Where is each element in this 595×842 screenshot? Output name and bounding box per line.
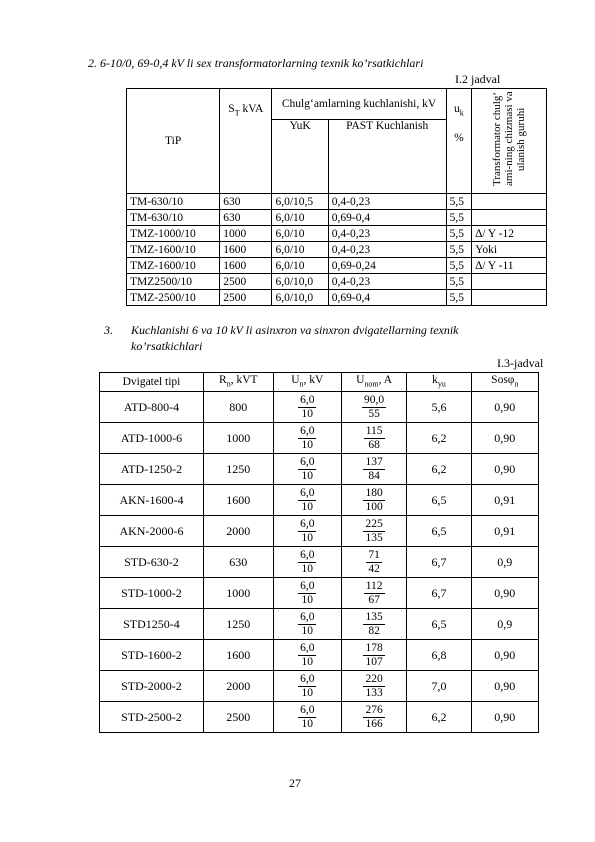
fraction-numerator: 6,0 (300, 610, 315, 623)
table-1-label: I.2 jadval (455, 72, 501, 86)
fraction-numerator: 90,0 (364, 393, 385, 406)
rated-voltage-cell (273, 454, 341, 485)
fraction-numerator: 71 (368, 548, 380, 561)
fraction (298, 487, 316, 514)
fraction-denominator: 100 (365, 500, 383, 513)
table-row (100, 671, 539, 702)
col-header-rated-current: $U_{nom}$, A (341, 373, 406, 392)
table-cell: TM-630/10 (127, 210, 220, 226)
power-factor-cell: 0,90 (471, 702, 538, 733)
fraction-numerator: 6,0 (300, 393, 315, 406)
table-cell: 0,4-0,23 (328, 226, 446, 242)
fraction (362, 394, 386, 421)
rated-current-cell (341, 547, 406, 578)
rated-current-cell (341, 609, 406, 640)
rated-power-cell: 2500 (203, 702, 273, 733)
fraction-denominator: 10 (301, 624, 314, 637)
table-cell: 0,69-0,24 (328, 258, 446, 274)
col-header-rated-voltage: $U_n$, kV (273, 373, 341, 392)
motor-type-cell: ATD-1250-2 (100, 454, 204, 485)
power-factor-cell: 0,91 (471, 516, 538, 547)
fraction-denominator: 10 (301, 717, 314, 730)
table-row (100, 392, 539, 423)
rated-current-cell (341, 578, 406, 609)
table-cell: ∆/ Y -11 (472, 258, 547, 274)
col-header-power-factor: Sosφ$_n$ (471, 373, 538, 392)
motor-table (99, 372, 539, 733)
k-factor-cell: 6,5 (407, 516, 471, 547)
k-factor-cell: 5,6 (407, 392, 471, 423)
table-cell: TMZ-2500/10 (127, 290, 220, 306)
col-header-power: $S_T$ kVA (220, 89, 272, 194)
fraction (363, 456, 384, 483)
col-header-lv: PAST Kuchlanish (328, 120, 446, 194)
rated-power-cell: 1600 (203, 485, 273, 516)
motor-type-cell: ATD-800-4 (100, 392, 204, 423)
motor-type-cell: STD-1600-2 (100, 640, 204, 671)
rated-power-cell: 1250 (203, 454, 273, 485)
table-row (127, 290, 547, 306)
fraction (363, 642, 384, 669)
table-cell: 5,5 (446, 226, 472, 242)
table-cell: 1600 (220, 242, 272, 258)
table-cell: 630 (220, 210, 272, 226)
rated-current-cell (341, 423, 406, 454)
fraction (298, 704, 316, 731)
col-header-hv: YuK (272, 120, 328, 194)
table-cell: 2500 (220, 290, 272, 306)
fraction-numerator: 6,0 (300, 517, 315, 530)
rated-current-cell (341, 485, 406, 516)
table-row (127, 226, 547, 242)
col-header-motor-type: Dvigatel tipi (100, 373, 204, 392)
rated-current-cell (341, 640, 406, 671)
table-cell: 1600 (220, 258, 272, 274)
rated-power-cell: 2000 (203, 516, 273, 547)
table-cell (472, 210, 547, 226)
table-cell: 5,5 (446, 242, 472, 258)
rated-voltage-cell (273, 423, 341, 454)
table-row (100, 547, 539, 578)
motor-type-cell: ATD-1000-6 (100, 423, 204, 454)
power-factor-cell: 0,90 (471, 671, 538, 702)
rated-current-cell (341, 671, 406, 702)
col-header-type: TiP (127, 89, 220, 194)
fraction-denominator: 133 (365, 686, 383, 699)
section-3-title-line1: Kuchlanishi 6 va 10 kV li asinxron va sinxron dvigatellarning texnik (131, 323, 459, 337)
fraction (298, 611, 316, 638)
table-cell: Yoki (472, 242, 547, 258)
table-cell: 6,0/10 (272, 226, 328, 242)
fraction (363, 518, 384, 545)
fraction-numerator: 6,0 (300, 548, 315, 561)
table-cell: 1000 (220, 226, 272, 242)
section-3-title-line2: ko’rsatkichlari (131, 339, 203, 353)
table-cell (472, 274, 547, 290)
transformer-table (126, 88, 547, 306)
fraction-numerator: 115 (365, 424, 383, 437)
fraction (298, 425, 316, 452)
table-cell: 6,0/10,5 (272, 194, 328, 210)
fraction-denominator: 67 (368, 593, 380, 606)
k-factor-cell: 6,5 (407, 485, 471, 516)
table-cell: TMZ2500/10 (127, 274, 220, 290)
table-cell (472, 290, 547, 306)
table-cell: 5,5 (446, 290, 472, 306)
fraction-denominator: 10 (301, 562, 314, 575)
fraction-numerator: 6,0 (300, 579, 315, 592)
fraction (298, 394, 316, 421)
rated-current-cell (341, 392, 406, 423)
fraction (298, 518, 316, 545)
fraction-numerator: 6,0 (300, 486, 315, 499)
fraction-numerator: 276 (365, 703, 383, 716)
motor-type-cell: STD-2500-2 (100, 702, 204, 733)
fraction-denominator: 10 (301, 407, 314, 420)
fraction (363, 704, 384, 731)
table-cell: TMZ-1600/10 (127, 242, 220, 258)
fraction-denominator: 10 (301, 531, 314, 544)
power-factor-cell: 0,9 (471, 547, 538, 578)
motor-type-cell: STD-2000-2 (100, 671, 204, 702)
power-factor-cell: 0,90 (471, 640, 538, 671)
rated-voltage-cell (273, 702, 341, 733)
rated-power-cell: 1600 (203, 640, 273, 671)
table-cell: 2500 (220, 274, 272, 290)
fraction-denominator: 10 (301, 469, 314, 482)
table-cell: 5,5 (446, 274, 472, 290)
table-cell: 5,5 (446, 194, 472, 210)
motor-type-cell: STD1250-4 (100, 609, 204, 640)
fraction-denominator: 82 (368, 624, 380, 637)
power-factor-cell: 0,90 (471, 423, 538, 454)
rated-power-cell: 1000 (203, 578, 273, 609)
fraction (298, 673, 316, 700)
section-3-number: 3. (104, 323, 113, 337)
fraction (364, 425, 385, 452)
table-row (127, 210, 547, 226)
table-cell: ∆/ Y -12 (472, 226, 547, 242)
k-factor-cell: 7,0 (407, 671, 471, 702)
table-cell: 5,5 (446, 210, 472, 226)
motor-type-cell: STD-1000-2 (100, 578, 204, 609)
rated-current-cell (341, 454, 406, 485)
table-row (127, 194, 547, 210)
fraction (298, 456, 316, 483)
table-cell: 6,0/10,0 (272, 274, 328, 290)
table-cell: TMZ-1600/10 (127, 258, 220, 274)
col-header-windings: Chulg‘amlarning kuchlanishi, kV (272, 89, 446, 120)
rated-voltage-cell (273, 516, 341, 547)
fraction-numerator: 225 (365, 517, 383, 530)
table-row (100, 702, 539, 733)
table-cell (472, 194, 547, 210)
rated-power-cell: 2000 (203, 671, 273, 702)
fraction (363, 487, 384, 514)
fraction-denominator: 55 (368, 407, 380, 420)
fraction-denominator: 10 (301, 438, 314, 451)
fraction-denominator: 84 (368, 469, 380, 482)
fraction-numerator: 6,0 (300, 703, 315, 716)
fraction-denominator: 10 (301, 500, 314, 513)
power-factor-cell: 0,90 (471, 578, 538, 609)
rated-current-cell (341, 702, 406, 733)
rated-voltage-cell (273, 609, 341, 640)
rated-voltage-cell (273, 578, 341, 609)
fraction (364, 580, 385, 607)
rated-voltage-cell (273, 640, 341, 671)
fraction-denominator: 166 (365, 717, 383, 730)
fraction (298, 549, 316, 576)
rated-power-cell: 630 (203, 547, 273, 578)
k-factor-cell: 6,8 (407, 640, 471, 671)
page-number: 27 (289, 776, 301, 790)
section-2-title: 2. 6-10/0, 69-0,4 kV li sex transformatorlarning texnik ko’rsatkichlari (88, 56, 424, 70)
table-row (100, 423, 539, 454)
table-cell: 6,0/10 (272, 242, 328, 258)
rated-voltage-cell (273, 547, 341, 578)
table-row (100, 578, 539, 609)
fraction-numerator: 6,0 (300, 641, 315, 654)
col-header-uk: $u_k$ % (446, 89, 472, 194)
table-cell: TM-630/10 (127, 194, 220, 210)
table-cell: 0,4-0,23 (328, 194, 446, 210)
table-row (100, 516, 539, 547)
table-row (100, 485, 539, 516)
fraction (363, 673, 384, 700)
table-row (100, 609, 539, 640)
rated-power-cell: 1250 (203, 609, 273, 640)
fraction-numerator: 178 (365, 641, 383, 654)
table-cell: 0,4-0,23 (328, 274, 446, 290)
table-2-label: I.3-jadval (497, 356, 544, 370)
fraction-denominator: 135 (365, 531, 383, 544)
power-factor-cell: 0,90 (471, 392, 538, 423)
rated-voltage-cell (273, 671, 341, 702)
motor-type-cell: AKN-1600-4 (100, 485, 204, 516)
k-factor-cell: 6,2 (407, 454, 471, 485)
power-factor-cell: 0,90 (471, 454, 538, 485)
k-factor-cell: 6,2 (407, 702, 471, 733)
col-header-scheme: Transformator chulg‘ ami-ning chizmasi va ulanish guruhi (472, 89, 547, 194)
fraction (298, 642, 316, 669)
rated-current-cell (341, 516, 406, 547)
table-row (127, 258, 547, 274)
rated-power-cell: 1000 (203, 423, 273, 454)
table-row (127, 274, 547, 290)
table-row (100, 454, 539, 485)
table-row (127, 242, 547, 258)
fraction-denominator: 10 (301, 686, 314, 699)
fraction-numerator: 112 (365, 579, 383, 592)
motor-type-cell: STD-630-2 (100, 547, 204, 578)
table-cell: 0,4-0,23 (328, 242, 446, 258)
table-row (100, 640, 539, 671)
fraction (298, 580, 316, 607)
table-cell: 5,5 (446, 258, 472, 274)
table-cell: 0,69-0,4 (328, 290, 446, 306)
k-factor-cell: 6,2 (407, 423, 471, 454)
fraction-denominator: 10 (301, 655, 314, 668)
table-cell: 0,69-0,4 (328, 210, 446, 226)
motor-type-cell: AKN-2000-6 (100, 516, 204, 547)
k-factor-cell: 6,7 (407, 547, 471, 578)
fraction (363, 611, 384, 638)
col-header-rated-power: $R_n$, kVT (203, 373, 273, 392)
fraction (366, 549, 382, 576)
col-header-k-factor: $k_{yu}$ (407, 373, 471, 392)
table-cell: 6,0/10 (272, 210, 328, 226)
fraction-numerator: 220 (365, 672, 383, 685)
table-cell: 630 (220, 194, 272, 210)
fraction-numerator: 135 (365, 610, 383, 623)
fraction-numerator: 6,0 (300, 424, 315, 437)
fraction-denominator: 42 (368, 562, 380, 575)
fraction-numerator: 6,0 (300, 672, 315, 685)
fraction-denominator: 68 (368, 438, 380, 451)
table-cell: 6,0/10 (272, 258, 328, 274)
k-factor-cell: 6,7 (407, 578, 471, 609)
rated-voltage-cell (273, 485, 341, 516)
power-factor-cell: 0,91 (471, 485, 538, 516)
table-cell: TMZ-1000/10 (127, 226, 220, 242)
k-factor-cell: 6,5 (407, 609, 471, 640)
power-factor-cell: 0,9 (471, 609, 538, 640)
rated-voltage-cell (273, 392, 341, 423)
fraction-denominator: 10 (301, 593, 314, 606)
fraction-numerator: 137 (365, 455, 383, 468)
fraction-denominator: 107 (365, 655, 383, 668)
fraction-numerator: 6,0 (300, 455, 315, 468)
rated-power-cell: 800 (203, 392, 273, 423)
fraction-numerator: 180 (365, 486, 383, 499)
table-cell: 6,0/10,0 (272, 290, 328, 306)
